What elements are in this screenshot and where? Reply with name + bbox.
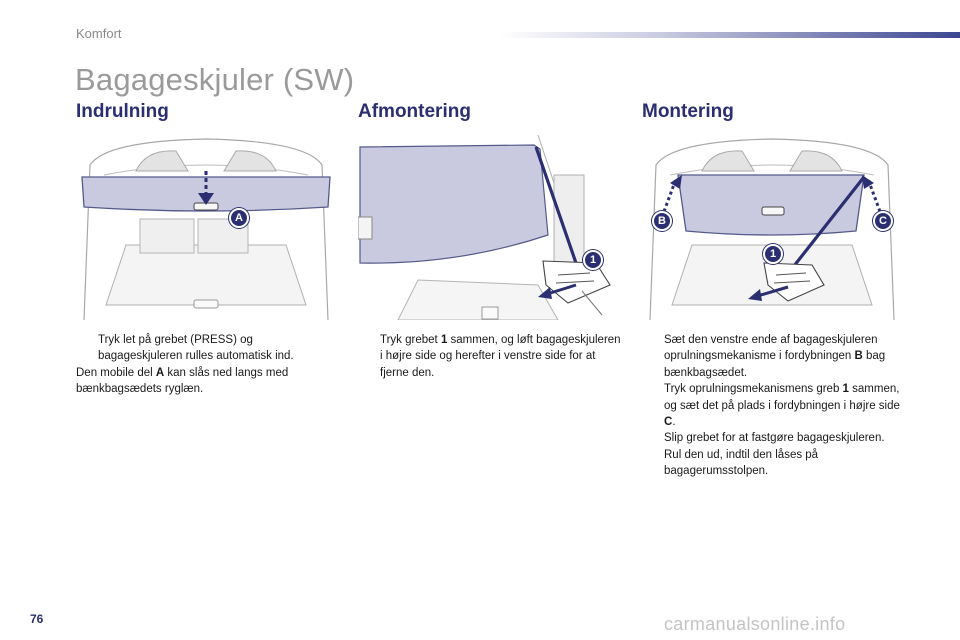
plain-item: Den mobile del A kan slås ned langs med bænkbagsædets ryglæn.	[76, 366, 289, 396]
trunk-illustration-install	[642, 135, 902, 320]
callout-badge-a: A	[229, 208, 249, 228]
page-number: 76	[30, 612, 44, 626]
text-montering	[642, 332, 908, 480]
illustration-indrulning	[76, 135, 336, 320]
callout-badge-c: C	[873, 211, 893, 231]
text-indrulning	[76, 332, 336, 398]
section-label: Komfort	[76, 26, 122, 41]
bullet-item: Tryk let på grebet (PRESS) og bagageskjuleren rulles automatisk ind.	[98, 334, 294, 363]
heading-montering: Montering	[642, 101, 734, 122]
bullet-item: Sæt den venstre ende af bagageskjuleren oprulningsmekanisme i fordybningen B bag bænkbagsædet.	[664, 334, 886, 379]
bullet-item: Tryk grebet 1 sammen, og løft bagageskjuleren i højre side og herefter i venstre side for at fjerne den.	[380, 334, 621, 379]
text-afmontering	[358, 332, 623, 381]
bullet-item: Slip grebet for at fastgøre bagageskjuleren.	[664, 432, 885, 445]
callout-badge-1: 1	[583, 250, 603, 270]
callout-badge-1-montering: 1	[763, 244, 783, 264]
callout-badge-b: B	[652, 211, 672, 231]
illustration-afmontering	[358, 135, 618, 320]
page-title: Bagageskjuler (SW)	[75, 62, 355, 97]
bullet-item: Tryk oprulningsmekanismens greb 1 sammen, og sæt det på plads i fordybningen i højre side C.	[664, 383, 900, 429]
bullet-item: Rul den ud, indtil den låses på bagagerumsstolpen.	[664, 448, 819, 478]
heading-afmontering: Afmontering	[358, 101, 471, 122]
header-gradient-bar	[500, 32, 960, 38]
trunk-illustration-removal	[358, 135, 618, 320]
heading-indrulning: Indrulning	[76, 101, 169, 122]
trunk-illustration-rollin	[76, 135, 336, 320]
watermark: carmanualsonline.info	[664, 614, 846, 634]
illustration-montering	[642, 135, 902, 320]
